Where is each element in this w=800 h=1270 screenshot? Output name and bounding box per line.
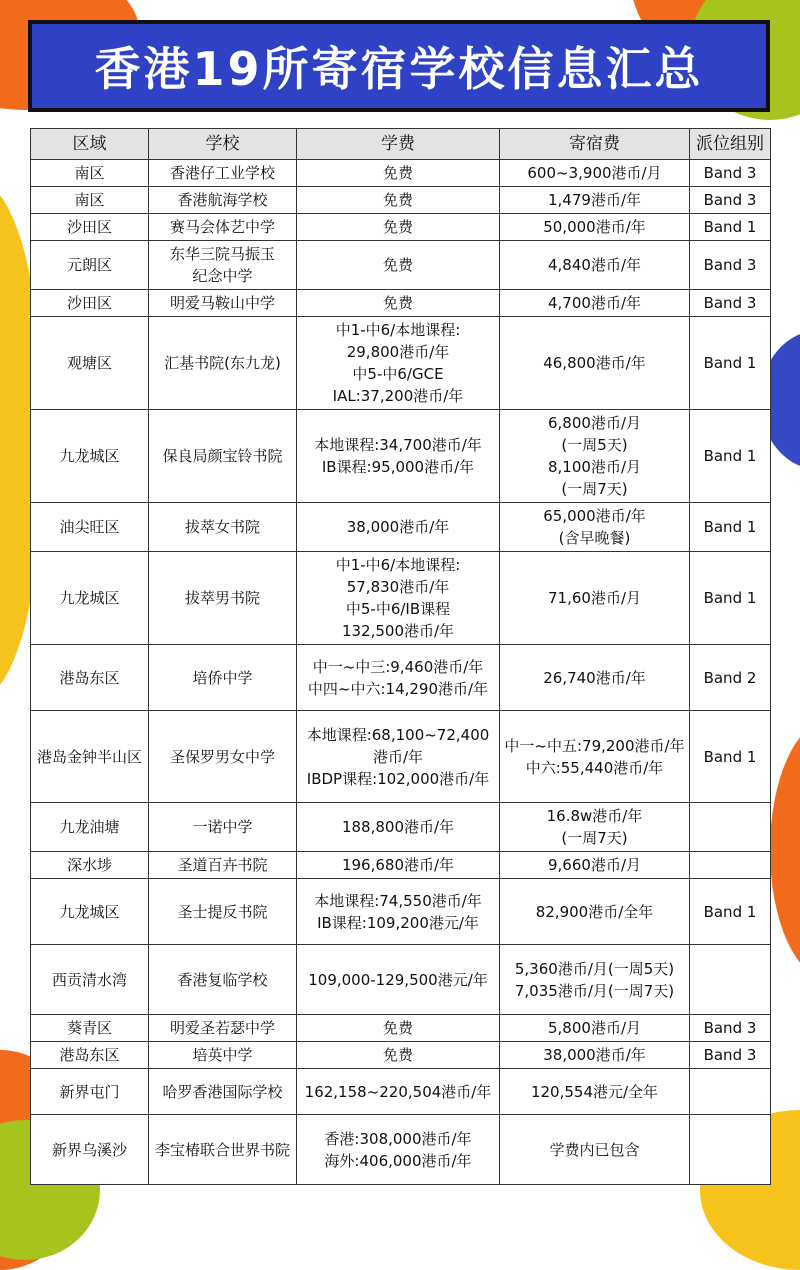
header-school: 学校 [149, 129, 297, 160]
district-text: 观塘区 [66, 354, 112, 372]
decor-orange-blob [770, 720, 800, 980]
cell-band [690, 160, 771, 187]
cell-school [149, 1069, 297, 1115]
cell-district [31, 160, 149, 187]
district-text: 南区 [74, 191, 105, 209]
boarding-text: 71,60港币/月 [548, 589, 641, 607]
header-band: 派位组别 [690, 129, 771, 160]
school-text: 拔萃男书院 [184, 589, 260, 607]
cell-boarding [500, 160, 690, 187]
boarding-text: 38,000港币/年 [543, 1046, 646, 1064]
tuition-text: 中1-中6/本地课程: [335, 321, 461, 339]
tuition-text: 162,158~220,504港币/年 [304, 1082, 492, 1101]
school-text: 保良局颜宝铃书院 [162, 447, 283, 465]
boarding-text: 4,840港币/年 [548, 256, 641, 274]
boarding-text: 46,800港币/年 [543, 354, 646, 372]
cell-tuition [297, 852, 500, 879]
district-text: 新界屯门 [59, 1082, 120, 1101]
tuition-text: 免费 [382, 218, 413, 236]
school-text: 李宝椿联合世界书院 [154, 1140, 290, 1159]
cell-band [690, 214, 771, 241]
boarding-text: 4,700港币/年 [548, 294, 641, 312]
band-text: Band 1 [703, 902, 757, 921]
cell-boarding [500, 879, 690, 945]
tuition-text: IB课程:109,200港元/年 [317, 913, 479, 932]
cell-tuition [297, 160, 500, 187]
district-text: 南区 [74, 164, 105, 182]
cell-boarding [500, 187, 690, 214]
school-info-table [30, 128, 771, 1185]
cell-tuition [297, 317, 500, 410]
cell-band [690, 803, 771, 852]
table-row [31, 711, 771, 803]
cell-boarding [500, 645, 690, 711]
tuition-text: 188,800港币/年 [341, 818, 455, 836]
title-banner [28, 20, 770, 112]
cell-district [31, 1115, 149, 1185]
band-text: Band 1 [703, 447, 757, 465]
tuition-text: 中四~中六:14,290港币/年 [307, 679, 489, 698]
school-text: 香港复临学校 [177, 970, 268, 989]
school-text: 培侨中学 [192, 668, 253, 687]
cell-tuition [297, 1115, 500, 1185]
page-title: 香港19所寄宿学校信息汇总 [94, 42, 704, 96]
cell-boarding [500, 503, 690, 552]
cell-school [149, 1042, 297, 1069]
district-text: 葵青区 [66, 1019, 112, 1037]
cell-district [31, 410, 149, 503]
cell-boarding [500, 711, 690, 803]
cell-band [690, 241, 771, 290]
district-text: 深水埗 [66, 856, 112, 874]
boarding-text: 学费内已包含 [549, 1140, 640, 1159]
tuition-text: 中一~中三:9,460港币/年 [312, 657, 484, 676]
cell-tuition [297, 1069, 500, 1115]
cell-district [31, 645, 149, 711]
cell-boarding [500, 241, 690, 290]
table-body [31, 160, 771, 1185]
tuition-text: 香港:308,000港币/年 [324, 1129, 472, 1148]
cell-district [31, 1069, 149, 1115]
school-text: 赛马会体艺中学 [169, 218, 275, 236]
tuition-text: 本地课程:68,100~72,400 [306, 725, 490, 744]
cell-band [690, 1042, 771, 1069]
band-text: Band 1 [703, 218, 757, 236]
cell-boarding [500, 552, 690, 645]
band-text: Band 3 [703, 256, 757, 274]
cell-school [149, 945, 297, 1015]
tuition-text: 29,800港币/年 [346, 343, 450, 361]
cell-band [690, 317, 771, 410]
cell-school [149, 711, 297, 803]
boarding-text: 5,800港币/月 [548, 1019, 641, 1037]
cell-tuition [297, 1015, 500, 1042]
cell-boarding [500, 852, 690, 879]
table-row [31, 645, 771, 711]
cell-district [31, 214, 149, 241]
tuition-text: IB课程:95,000港币/年 [321, 458, 475, 476]
table-row [31, 1015, 771, 1042]
cell-school [149, 503, 297, 552]
table-row [31, 187, 771, 214]
cell-tuition [297, 410, 500, 503]
tuition-text: 免费 [382, 1019, 413, 1037]
table-row [31, 160, 771, 187]
cell-district [31, 879, 149, 945]
boarding-text: (一周7天) [561, 829, 628, 847]
boarding-text: 120,554港元/全年 [530, 1082, 659, 1101]
band-text: Band 3 [703, 164, 757, 182]
school-text: 圣士提反书院 [177, 902, 268, 921]
boarding-text: 中一~中五:79,200港币/年 [504, 736, 685, 755]
cell-school [149, 852, 297, 879]
header-tuition: 学费 [297, 129, 500, 160]
tuition-text: 中5-中6/GCE [352, 365, 444, 383]
school-text: 培英中学 [192, 1046, 253, 1064]
band-text: Band 3 [703, 1019, 757, 1037]
cell-band [690, 503, 771, 552]
cell-school [149, 187, 297, 214]
district-text: 九龙城区 [59, 447, 120, 465]
cell-school [149, 214, 297, 241]
cell-school [149, 803, 297, 852]
cell-band [690, 879, 771, 945]
band-text: Band 1 [703, 747, 757, 766]
cell-tuition [297, 552, 500, 645]
cell-district [31, 1015, 149, 1042]
cell-boarding [500, 290, 690, 317]
boarding-text: 26,740港币/年 [543, 668, 646, 687]
school-text: 东华三院马振玉 [169, 245, 275, 263]
school-text: 哈罗香港国际学校 [162, 1082, 283, 1101]
table-row [31, 317, 771, 410]
table-row [31, 803, 771, 852]
school-text: 香港仔工业学校 [169, 164, 275, 182]
cell-district [31, 852, 149, 879]
cell-school [149, 160, 297, 187]
boarding-text: 中六:55,440港币/年 [525, 758, 664, 777]
boarding-text: (一周7天) [561, 480, 628, 498]
cell-school [149, 879, 297, 945]
cell-band [690, 552, 771, 645]
district-text: 九龙城区 [59, 902, 120, 921]
cell-district [31, 317, 149, 410]
boarding-text: 82,900港币/全年 [535, 902, 654, 921]
district-text: 港岛东区 [59, 1046, 120, 1064]
cell-school [149, 241, 297, 290]
table-row [31, 852, 771, 879]
tuition-text: 免费 [382, 164, 413, 182]
boarding-text: 9,660港币/月 [548, 856, 641, 874]
district-text: 沙田区 [66, 294, 112, 312]
header-boarding: 寄宿费 [500, 129, 690, 160]
cell-band [690, 945, 771, 1015]
school-text: 明爱马鞍山中学 [169, 294, 275, 312]
cell-school [149, 317, 297, 410]
boarding-text: 8,100港币/月 [548, 458, 641, 476]
cell-boarding [500, 1115, 690, 1185]
cell-district [31, 290, 149, 317]
band-text: Band 3 [703, 191, 757, 209]
table-row [31, 945, 771, 1015]
cell-tuition [297, 241, 500, 290]
table-row [31, 1115, 771, 1185]
cell-tuition [297, 803, 500, 852]
cell-band [690, 410, 771, 503]
cell-tuition [297, 1042, 500, 1069]
boarding-text: (一周5天) [561, 436, 628, 454]
boarding-text: (含早晚餐) [558, 529, 631, 547]
district-text: 西贡清水湾 [51, 970, 127, 989]
table-header-row [31, 129, 771, 160]
cell-tuition [297, 214, 500, 241]
cell-boarding [500, 1069, 690, 1115]
cell-band [690, 645, 771, 711]
tuition-text: 免费 [382, 256, 413, 274]
boarding-text: 5,360港币/月(一周5天) [514, 959, 675, 978]
school-text: 明爱圣若瑟中学 [169, 1019, 275, 1037]
boarding-text: 600~3,900港币/月 [527, 164, 662, 182]
tuition-text: 中1-中6/本地课程: [335, 556, 461, 574]
cell-school [149, 1015, 297, 1042]
cell-school [149, 645, 297, 711]
boarding-text: 7,035港币/月(一周7天) [514, 981, 675, 1000]
district-text: 九龙油塘 [59, 818, 120, 836]
cell-band [690, 1015, 771, 1042]
cell-tuition [297, 290, 500, 317]
band-text: Band 1 [703, 589, 757, 607]
tuition-text: 免费 [382, 191, 413, 209]
table-row [31, 552, 771, 645]
tuition-text: 免费 [382, 1046, 413, 1064]
band-text: Band 3 [703, 1046, 757, 1064]
cell-boarding [500, 214, 690, 241]
cell-band [690, 1115, 771, 1185]
cell-tuition [297, 711, 500, 803]
district-text: 港岛东区 [59, 668, 120, 687]
band-text: Band 1 [703, 354, 757, 372]
header-district: 区域 [31, 129, 149, 160]
boarding-text: 65,000港币/年 [543, 507, 646, 525]
tuition-text: IAL:37,200港币/年 [332, 387, 464, 405]
district-text: 沙田区 [66, 218, 112, 236]
table-row [31, 503, 771, 552]
cell-district [31, 1042, 149, 1069]
cell-tuition [297, 945, 500, 1015]
cell-tuition [297, 187, 500, 214]
district-text: 油尖旺区 [59, 518, 120, 536]
cell-band [690, 852, 771, 879]
school-text: 圣保罗男女中学 [169, 747, 275, 766]
tuition-text: 本地课程:74,550港币/年 [314, 891, 482, 910]
table-row [31, 1069, 771, 1115]
cell-tuition [297, 645, 500, 711]
table-row [31, 410, 771, 503]
district-text: 九龙城区 [59, 589, 120, 607]
cell-boarding [500, 317, 690, 410]
tuition-text: 中5-中6/IB课程 [345, 600, 451, 618]
cell-tuition [297, 879, 500, 945]
school-text: 一诺中学 [192, 818, 253, 836]
school-text: 纪念中学 [192, 267, 253, 285]
tuition-text: 港币/年 [372, 747, 424, 766]
boarding-text: 50,000港币/年 [543, 218, 646, 236]
tuition-text: IBDP课程:102,000港币/年 [306, 769, 490, 788]
school-text: 拔萃女书院 [184, 518, 260, 536]
cell-boarding [500, 945, 690, 1015]
district-text: 元朗区 [66, 256, 112, 274]
cell-boarding [500, 803, 690, 852]
cell-district [31, 503, 149, 552]
cell-district [31, 711, 149, 803]
table-row [31, 214, 771, 241]
school-text: 圣道百卉书院 [177, 856, 268, 874]
cell-band [690, 711, 771, 803]
cell-school [149, 1115, 297, 1185]
cell-band [690, 1069, 771, 1115]
tuition-text: 38,000港币/年 [346, 518, 450, 536]
band-text: Band 1 [703, 518, 757, 536]
cell-boarding [500, 1042, 690, 1069]
tuition-text: 132,500港币/年 [341, 622, 455, 640]
table-row [31, 879, 771, 945]
boarding-text: 16.8w港币/年 [546, 807, 643, 825]
cell-band [690, 187, 771, 214]
tuition-text: 109,000-129,500港元/年 [308, 970, 488, 989]
cell-boarding [500, 410, 690, 503]
table-row [31, 241, 771, 290]
tuition-text: 196,680港币/年 [341, 856, 455, 874]
cell-band [690, 290, 771, 317]
tuition-text: 57,830港币/年 [346, 578, 450, 596]
boarding-text: 6,800港币/月 [548, 414, 641, 432]
table-row [31, 290, 771, 317]
table-row [31, 1042, 771, 1069]
cell-tuition [297, 503, 500, 552]
cell-district [31, 187, 149, 214]
cell-school [149, 552, 297, 645]
cell-school [149, 290, 297, 317]
tuition-text: 本地课程:34,700港币/年 [314, 436, 482, 454]
school-text: 香港航海学校 [177, 191, 268, 209]
band-text: Band 3 [703, 294, 757, 312]
band-text: Band 2 [703, 668, 757, 687]
district-text: 港岛金钟半山区 [36, 747, 142, 766]
cell-school [149, 410, 297, 503]
district-text: 新界乌溪沙 [51, 1140, 127, 1159]
cell-district [31, 552, 149, 645]
cell-district [31, 803, 149, 852]
tuition-text: 免费 [382, 294, 413, 312]
tuition-text: 海外:406,000港币/年 [324, 1151, 472, 1170]
cell-boarding [500, 1015, 690, 1042]
cell-district [31, 945, 149, 1015]
school-text: 汇基书院(东九龙) [164, 354, 281, 372]
boarding-text: 1,479港币/年 [548, 191, 641, 209]
cell-district [31, 241, 149, 290]
